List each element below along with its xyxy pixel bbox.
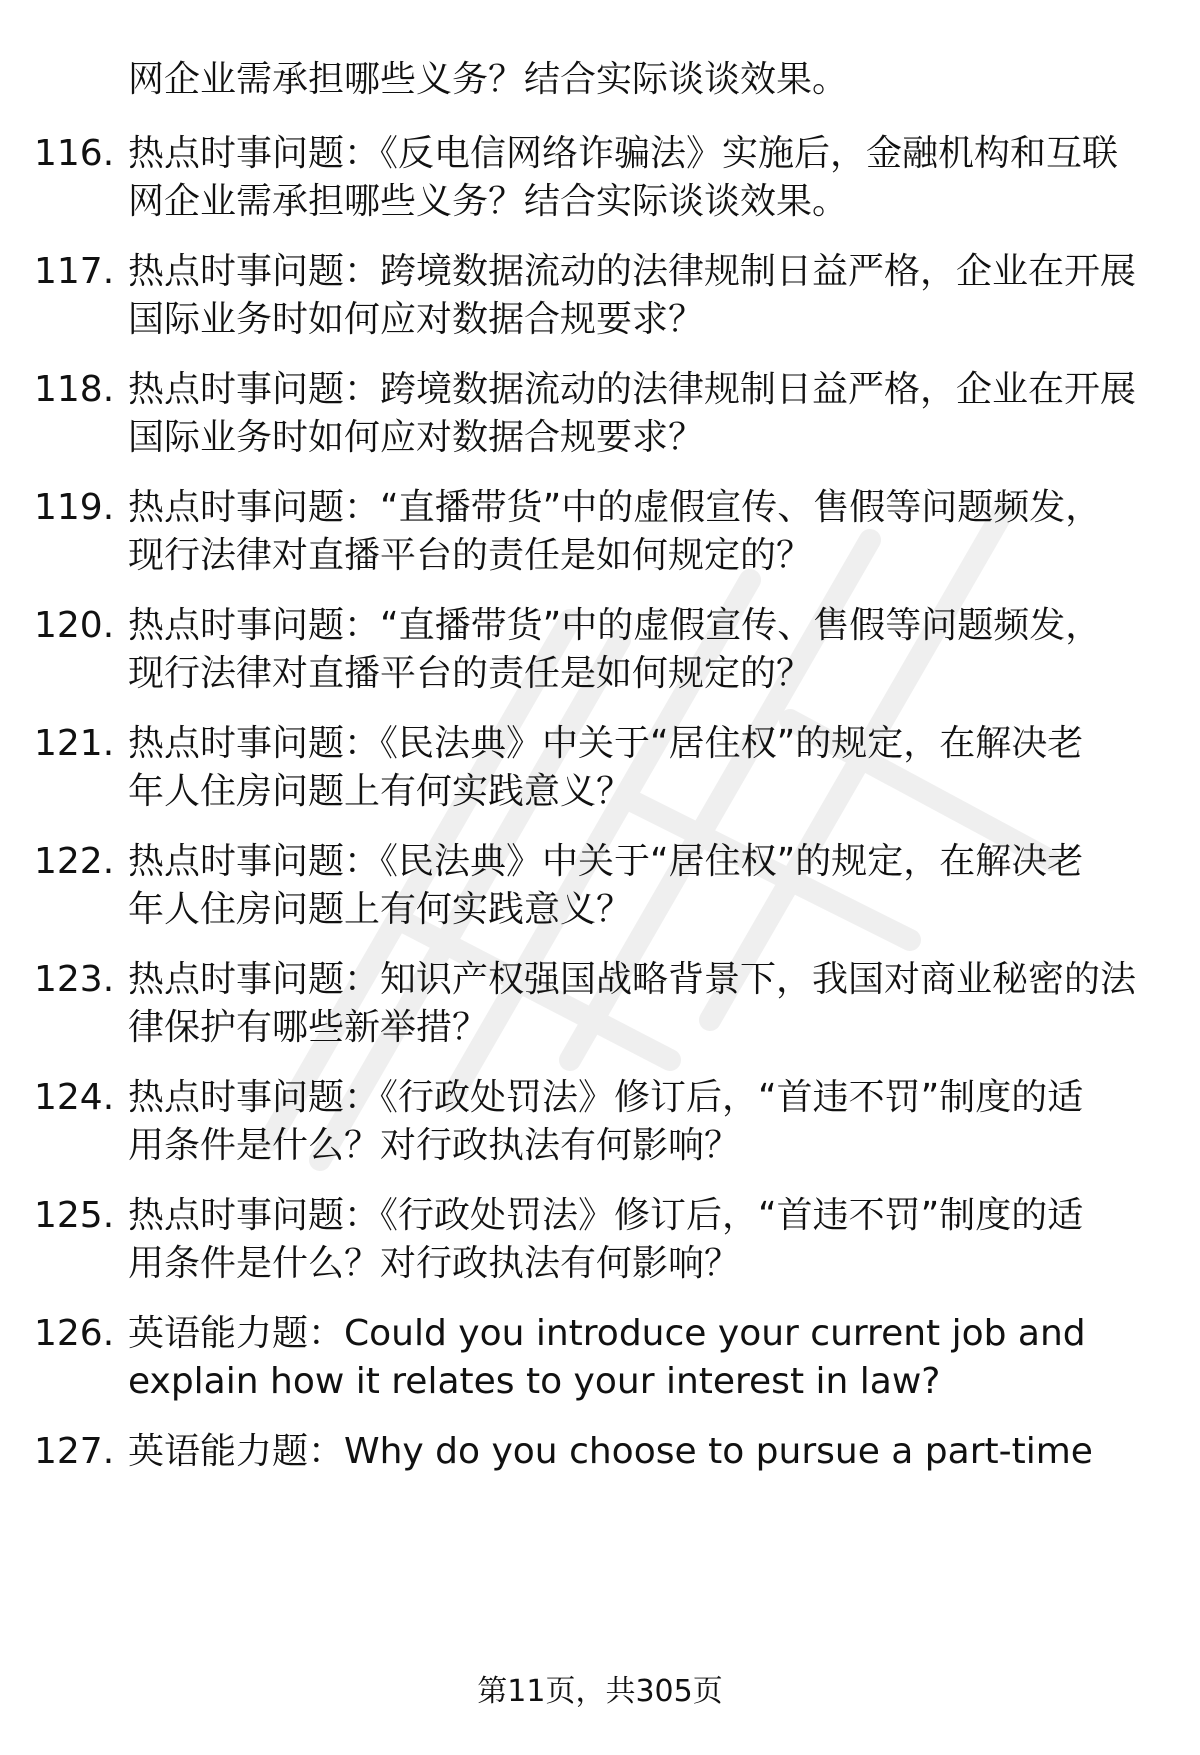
question-number: 117.	[34, 251, 115, 292]
question-text	[128, 602, 1148, 698]
question-text	[128, 1192, 1148, 1288]
question-text	[128, 956, 1148, 1052]
question-text	[128, 248, 1148, 344]
question-number: 126.	[34, 1313, 115, 1354]
question-number: 124.	[34, 1077, 115, 1118]
question-line: 网企业需承担哪些义务？结合实际谈谈效果。	[128, 181, 849, 222]
question-line: 英语能力题：Could you introduce your current job and	[128, 1313, 1086, 1354]
question-text	[128, 720, 1148, 816]
question-line: 现行法律对直播平台的责任是如何规定的？	[128, 653, 813, 694]
question-line: 用条件是什么？对行政执法有何影响？	[128, 1125, 741, 1166]
question-line: 国际业务时如何应对数据合规要求？	[128, 417, 705, 458]
question-line: 热点时事问题：《反电信网络诈骗法》实施后，金融机构和互联	[128, 133, 1119, 174]
continuation-line: 网企业需承担哪些义务？结合实际谈谈效果。	[128, 59, 849, 100]
question-text	[128, 366, 1148, 462]
question-number: 119.	[34, 487, 115, 528]
question-number: 127.	[34, 1431, 115, 1472]
question-line: 热点时事问题：跨境数据流动的法律规制日益严格，企业在开展	[128, 369, 1137, 410]
question-number: 121.	[34, 723, 115, 764]
question-line: 热点时事问题：《行政处罚法》修订后，“首违不罚”制度的适	[128, 1195, 1084, 1236]
question-text	[128, 1428, 1148, 1476]
question-number: 116.	[34, 133, 115, 174]
question-line: 用条件是什么？对行政执法有何影响？	[128, 1243, 741, 1284]
question-line: 热点时事问题：跨境数据流动的法律规制日益严格，企业在开展	[128, 251, 1137, 292]
question-number: 125.	[34, 1195, 115, 1236]
question-line: explain how it relates to your interest in law?	[128, 1361, 941, 1402]
question-text	[128, 838, 1148, 934]
page-number-footer: 第11页，共305页	[477, 1674, 723, 1709]
question-number: 123.	[34, 959, 115, 1000]
question-text	[128, 1074, 1148, 1170]
question-text	[128, 130, 1148, 226]
question-number: 122.	[34, 841, 115, 882]
question-line: 热点时事问题：《民法典》中关于“居住权”的规定，在解决老	[128, 841, 1084, 882]
question-line: 热点时事问题：《行政处罚法》修订后，“首违不罚”制度的适	[128, 1077, 1084, 1118]
question-number: 120.	[34, 605, 115, 646]
question-line: 英语能力题：Why do you choose to pursue a part-time	[128, 1431, 1093, 1472]
question-text	[128, 1310, 1148, 1406]
question-line: 年人住房问题上有何实践意义？	[128, 889, 633, 930]
question-text	[128, 484, 1148, 580]
question-line: 热点时事问题：知识产权强国战略背景下，我国对商业秘密的法	[128, 959, 1137, 1000]
question-line: 热点时事问题：“直播带货”中的虚假宣传、售假等问题频发，	[128, 605, 1102, 646]
question-line: 热点时事问题：《民法典》中关于“居住权”的规定，在解决老	[128, 723, 1084, 764]
question-line: 热点时事问题：“直播带货”中的虚假宣传、售假等问题频发，	[128, 487, 1102, 528]
question-line: 国际业务时如何应对数据合规要求？	[128, 299, 705, 340]
question-line: 年人住房问题上有何实践意义？	[128, 771, 633, 812]
question-number: 118.	[34, 369, 115, 410]
question-line: 现行法律对直播平台的责任是如何规定的？	[128, 535, 813, 576]
question-line: 律保护有哪些新举措？	[128, 1007, 489, 1048]
